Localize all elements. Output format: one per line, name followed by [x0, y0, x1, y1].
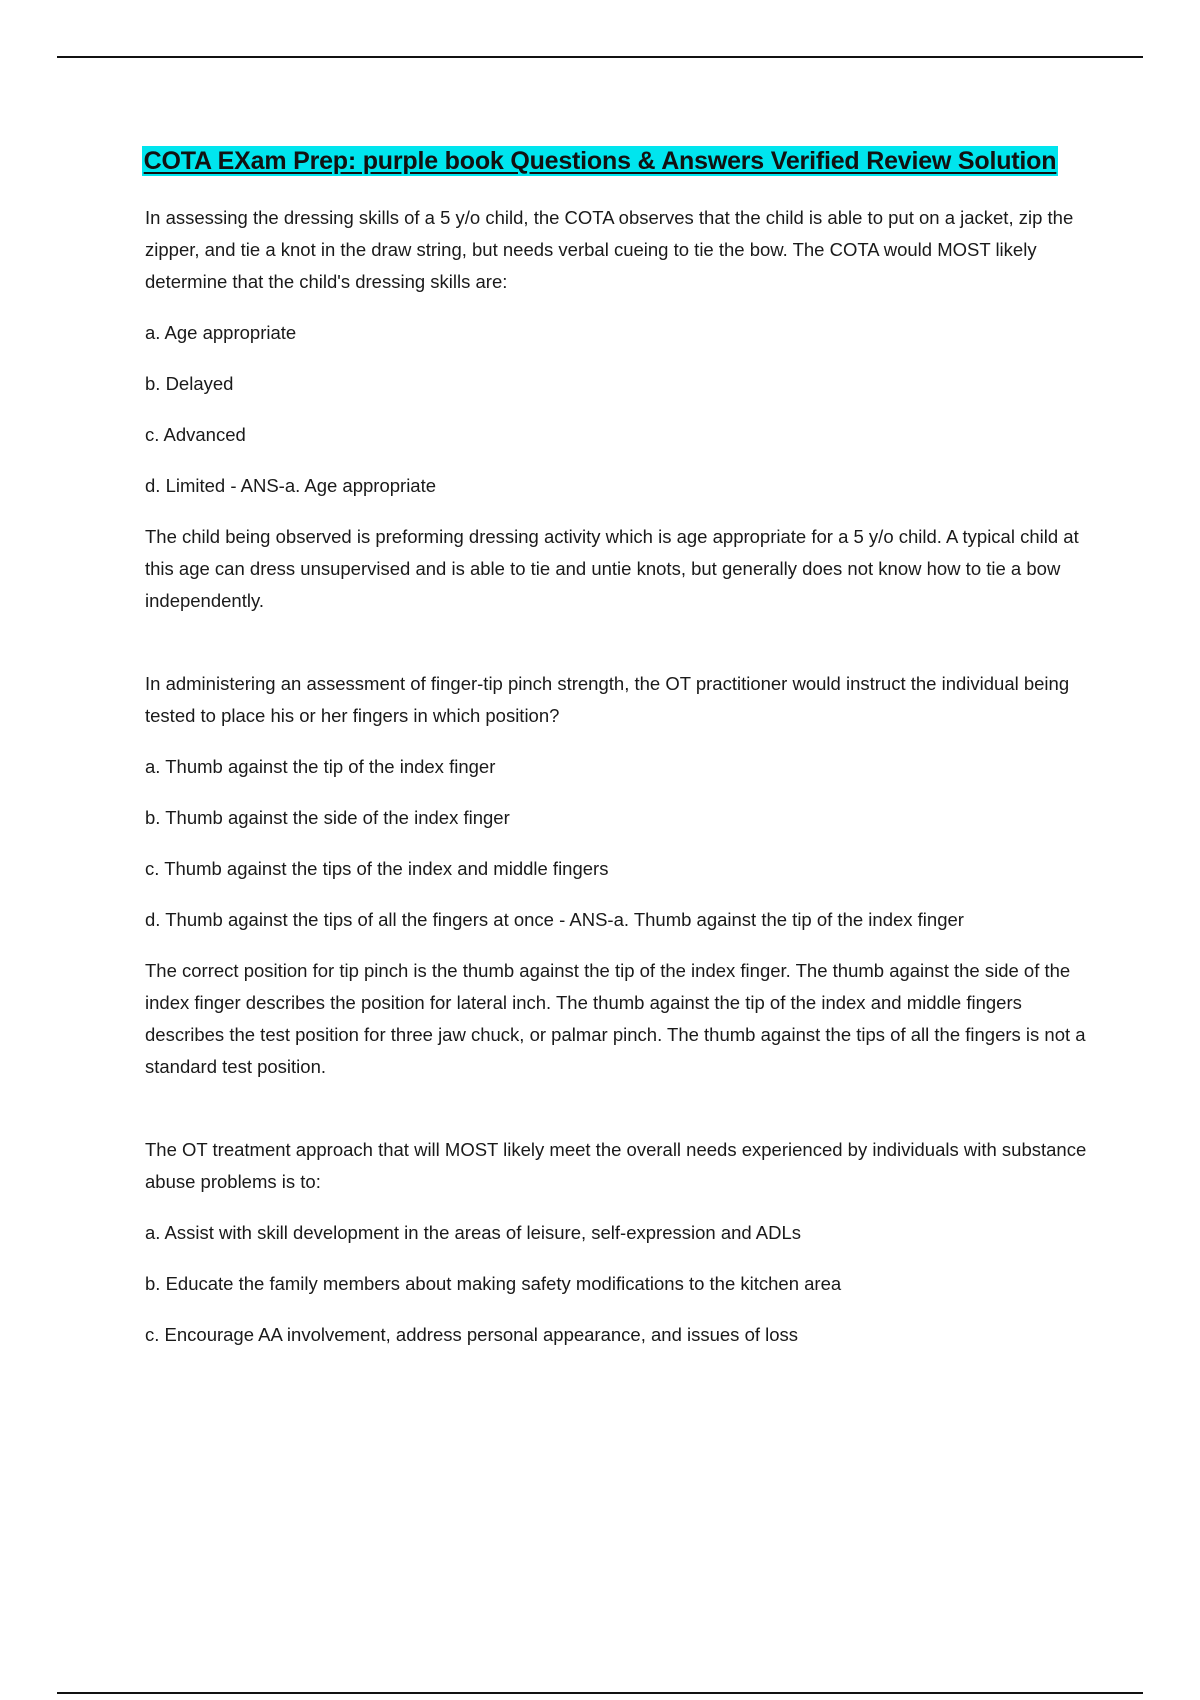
question-block-1: [145, 202, 1095, 617]
section-spacer: [145, 1102, 1095, 1134]
document-title: COTA EXam Prep: purple book Questions & Answers Verified Review Solution: [143, 147, 1057, 175]
header-rule: [57, 56, 1143, 58]
answer-option-a: a. Assist with skill development in the areas of leisure, self-expression and ADLs: [145, 1222, 802, 1243]
answer-option-b: b. Educate the family members about making safety modifications to the kitchen area: [145, 1273, 842, 1294]
answer-option-c: c. Thumb against the tips of the index and middle fingers: [145, 858, 609, 879]
answer-option-b: b. Delayed: [145, 373, 234, 394]
answer-option-c: c. Advanced: [145, 424, 246, 445]
question-text: In administering an assessment of finger-tip pinch strength, the OT practitioner would instruct the individual being tested to place his or her fingers in which position?: [145, 673, 1070, 726]
question-text: In assessing the dressing skills of a 5 y/o child, the COTA observes that the child is able to put on a jacket, zip the zipper, and tie a knot in the draw string, but needs verbal cueing to tie the bow. The COTA would MOST likely determine that the child's dressing skills are:: [145, 207, 1074, 292]
answer-option-d: d. Thumb against the tips of all the fingers at once - ANS-a. Thumb against the tip of the index finger: [145, 909, 964, 930]
title-container: [0, 146, 1200, 176]
section-spacer: [145, 636, 1095, 668]
answer-option-a: a. Thumb against the tip of the index finger: [145, 756, 496, 777]
footer-rule: [57, 1692, 1143, 1694]
answer-option-b: b. Thumb against the side of the index finger: [145, 807, 510, 828]
answer-explanation: The correct position for tip pinch is the thumb against the tip of the index finger. The thumb against the side of the index finger describes the position for lateral inch. The thumb against the tip of the index and middle fingers describes the test position for three jaw chuck, or palmar pinch. The thumb against the tips of all the fingers is not a standard test position.: [145, 960, 1086, 1077]
answer-explanation: The child being observed is preforming dressing activity which is age appropriate for a 5 y/o child. A typical child at this age can dress unsupervised and is able to tie and untie knots, but generally does not know how to tie a bow independently.: [145, 526, 1079, 611]
question-text: The OT treatment approach that will MOST likely meet the overall needs experienced by individuals with substance abuse problems is to:: [145, 1139, 1087, 1192]
answer-option-a: a. Age appropriate: [145, 322, 297, 343]
question-block-2: [145, 668, 1095, 1083]
answer-option-c: c. Encourage AA involvement, address personal appearance, and issues of loss: [145, 1324, 799, 1345]
document-body: [145, 202, 1095, 1370]
answer-option-d: d. Limited - ANS-a. Age appropriate: [145, 475, 437, 496]
question-block-3: [145, 1134, 1095, 1351]
